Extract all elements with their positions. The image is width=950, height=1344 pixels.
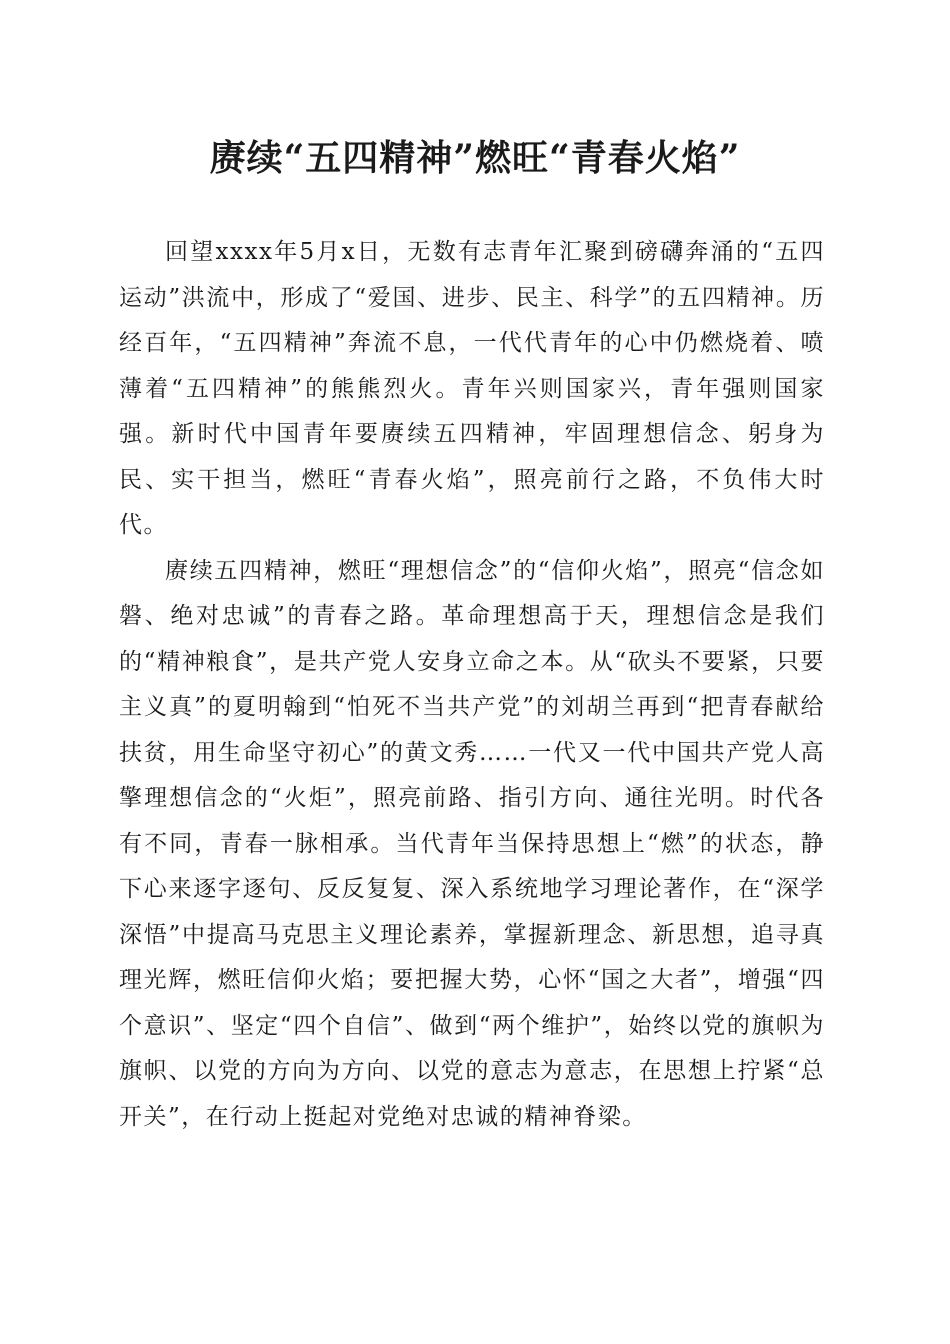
document-body (119, 230, 825, 1140)
paragraph: 赓续五四精神，燃旺“理想信念”的“信仰火焰”，照亮“信念如磐、绝对忠诚”的青春之路。革命理想高于天，理想信念是我们的“精神粮食”，是共产党人安身立命之本。从“砍头不要紧，只要主义真”的夏明翰到“怕死不当共产党”的刘胡兰再到“把青春献给扶贫，用生命坚守初心”的黄文秀……一代又一代中国共产党人高擎理想信念的“火炬”，照亮前路、指引方向、通往光明。时代各有不同，青春一脉相承。当代青年当保持思想上“燃”的状态，静下心来逐字逐句、反反复复、深入系统地学习理论著作，在“深学深悟”中提高马克思主义理论素养，掌握新理念、新思想，追寻真理光辉，燃旺信仰火焰；要把握大势，心怀“国之大者”，增强“四个意识”、坚定“四个自信”、做到“两个维护”，始终以党的旗帜为旗帜、以党的方向为方向、以党的意志为意志，在思想上拧紧“总开关”，在行动上挺起对党绝对忠诚的精神脊梁。 (119, 557, 825, 1130)
paragraph: 回望xxxx年5月x日，无数有志青年汇聚到磅礴奔涌的“五四运动”洪流中，形成了“爱国、进步、民主、科学”的五四精神。历经百年，“五四精神”奔流不息，一代代青年的心中仍燃烧着、喷薄着“五四精神”的熊熊烈火。青年兴则国家兴，青年强则国家强。新时代中国青年要赓续五四精神，牢固理想信念、躬身为民、实干担当，燃旺“青春火焰”，照亮前行之路，不负伟大时代。 (119, 239, 825, 538)
document-title: 赓续“五四精神”燃旺“青春火焰” (209, 137, 741, 179)
